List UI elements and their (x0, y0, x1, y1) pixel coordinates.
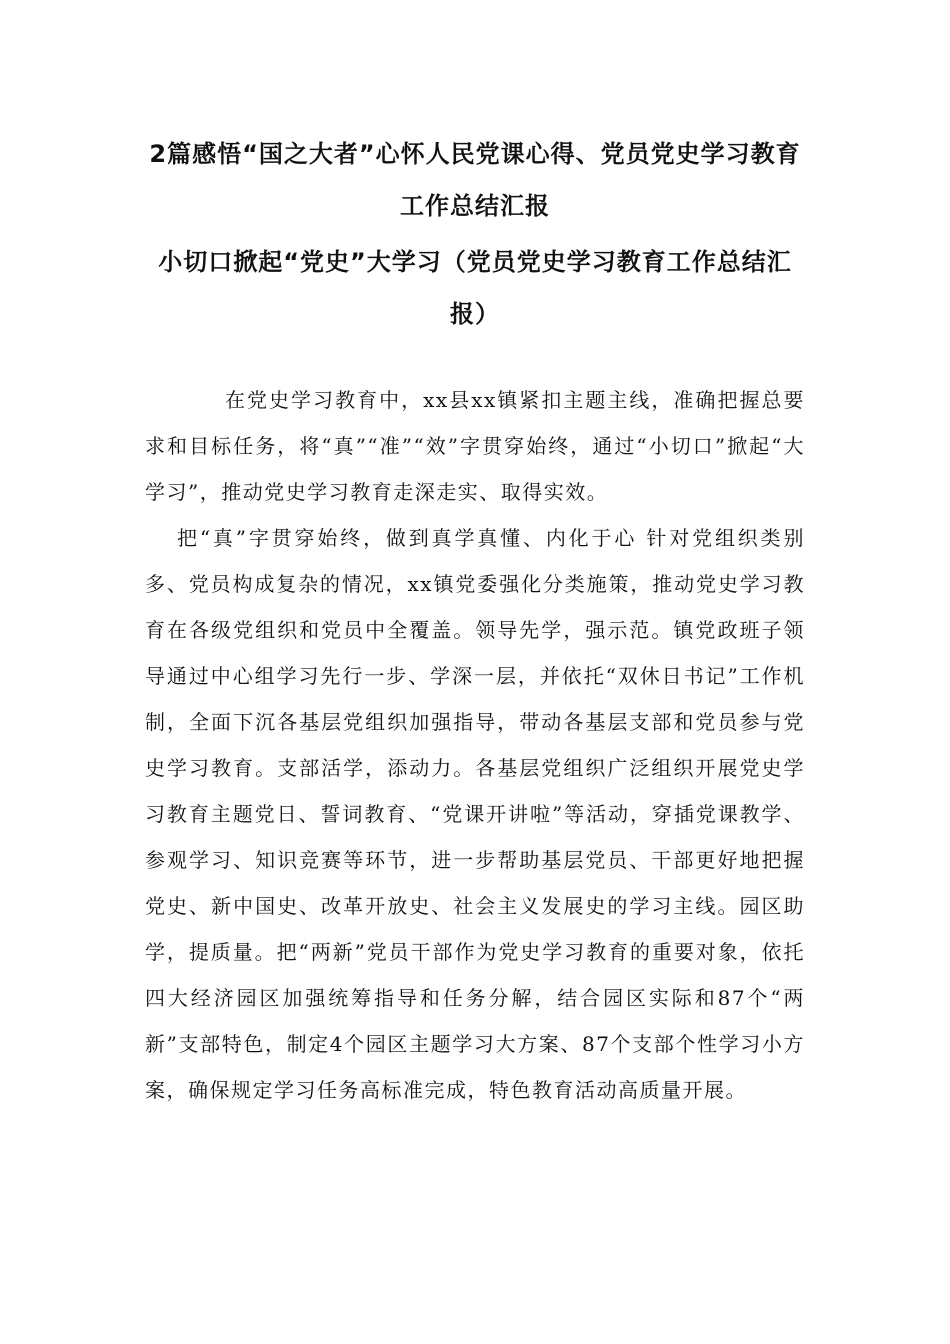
document-subtitle: 小切口掀起“党史”大学习（党员党史学习教育工作总结汇报） (158, 248, 792, 328)
document-title: 2篇感悟“国之大者”心怀人民党课心得、党员党史学习教育工作总结汇报 (149, 140, 801, 220)
body-paragraph: 把“真”字贯穿始终，做到真学真懂、内化于心 针对党组织类别多、党员构成复杂的情况，xx镇党委强化分类施策，推动党史学习教育在各级党组织和党员中全覆盖。领导先学，强示范。镇党政班子领导通过中心组学习先行一步、学深一层，并依托“双休日书记”工作机制，全面下沉各基层党组织加强指导，带动各基层支部和党员参与党史学习教育。支部活学，添动力。各基层党组织广泛组织开展党史学习教育主题党日、誓词教育、“党课开讲啦”等活动，穿插党课教学、参观学习、知识竞赛等环节，进一步帮助基层党员、干部更好地把握党史、新中国史、改革开放史、社会主义发展史的学习主线。园区助学，提质量。把“两新”党员干部作为党史学习教育的重要对象，依托四大经济园区加强统筹指导和任务分解，结合园区实际和87个“两新”支部特色，制定4个园区主题学习大方案、87个支部个性学习小方案，确保规定学习任务高标准完成，特色教育活动高质量开展。 (145, 526, 805, 1102)
body-paragraph: 在党史学习教育中，xx县xx镇紧扣主题主线，准确把握总要求和目标任务，将“真”“准”“效”字贯穿始终，通过“小切口”掀起“大学习”，推动党史学习教育走深走实、取得实效。 (145, 388, 805, 504)
document-body (145, 377, 805, 1113)
